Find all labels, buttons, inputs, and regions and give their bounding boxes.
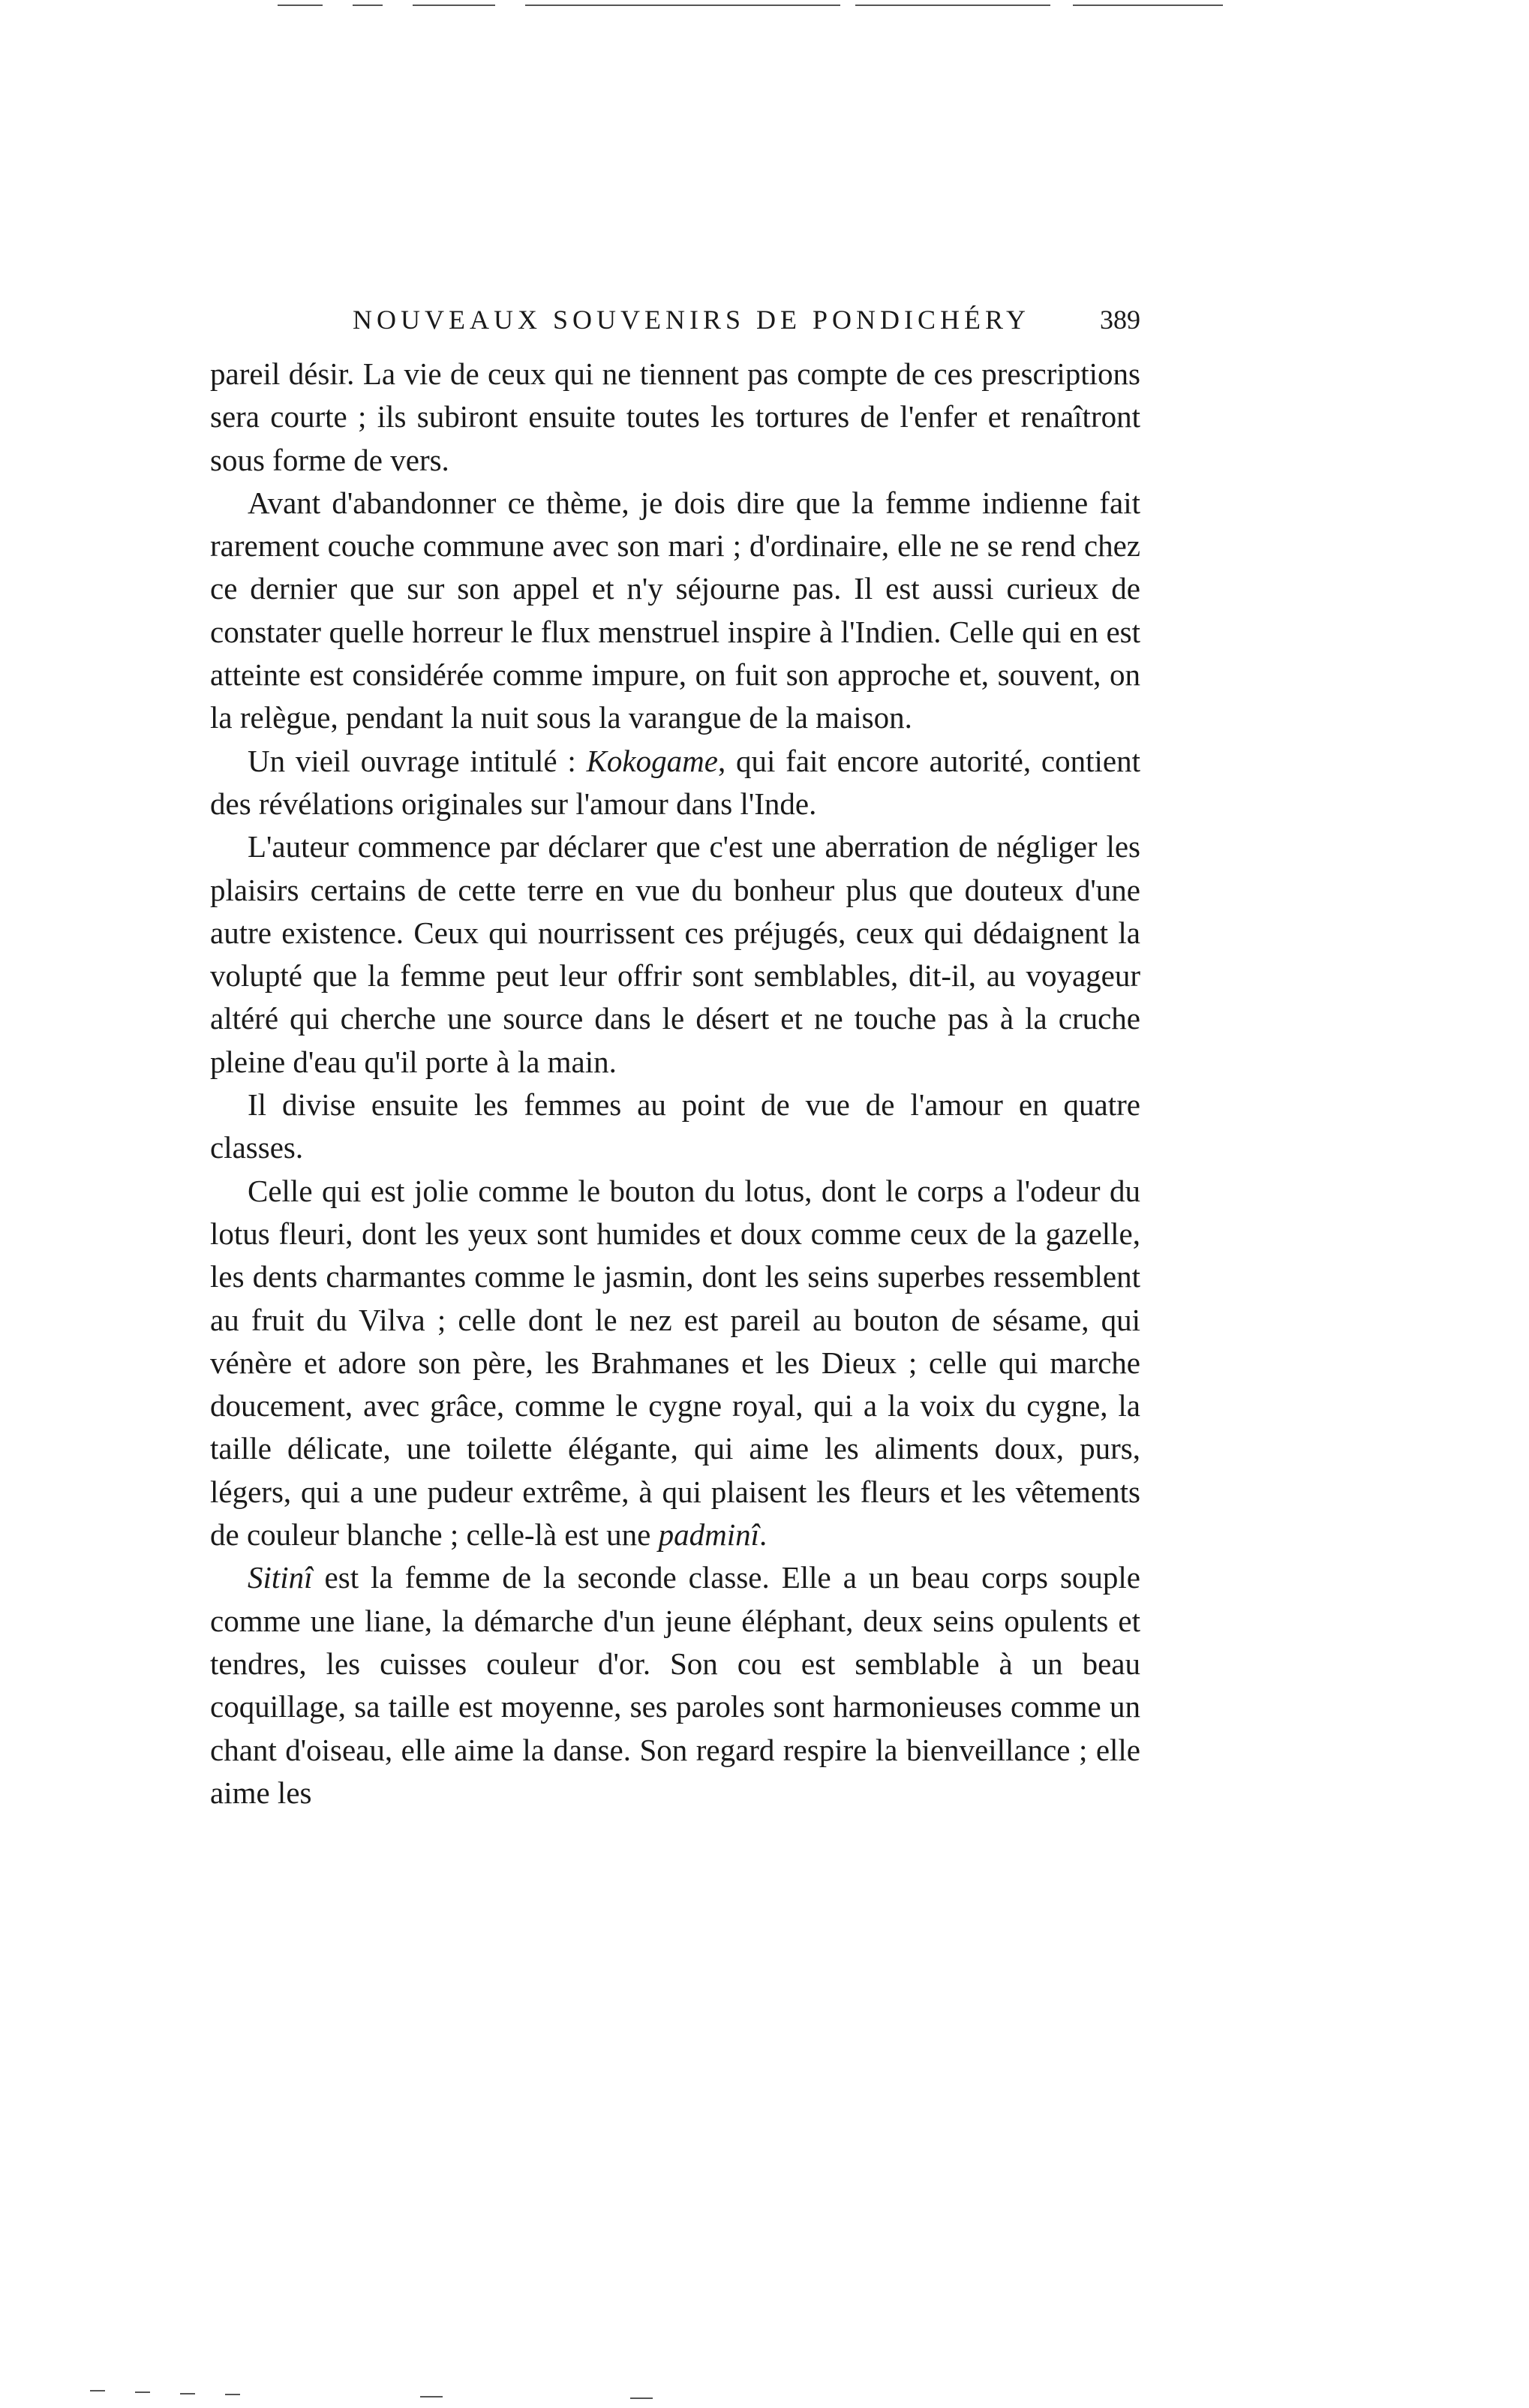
paragraph [210, 1556, 1140, 1814]
paragraph-text: , qui fait encore autorité, contient des révélations originales sur l'amour dans l'Inde. [210, 743, 1140, 821]
paragraph [210, 740, 1140, 826]
paragraph [210, 1170, 1140, 1557]
term-italic: Sitinî [248, 1560, 313, 1595]
running-header [210, 304, 1140, 349]
paragraph: Avant d'abandonner ce thème, je dois dire que la femme indienne fait rarement couche commune avec son mari ; d'ordinaire, elle ne se rend chez ce dernier que sur son appel et n'y séjourne pas. Il est aussi curieux de constater quelle horreur le flux menstruel inspire à l'Indien. Celle qui en est atteinte est considérée comme impure, on fuit son approche et, souvent, on la relègue, pendant la nuit sous la varangue de la maison. [210, 485, 1140, 735]
scan-artifact-line [630, 2397, 653, 2399]
book-title-italic: Kokogame [586, 743, 718, 778]
paragraph-text: Un vieil ouvrage intitulé : [248, 743, 587, 778]
scan-artifact-line [1073, 5, 1223, 6]
scan-artifact-line [180, 2393, 195, 2394]
paragraph-text: est la femme de la seconde classe. Elle a un beau corps souple comme une liane, la démarche d'un jeune éléphant, deux seins opulents et tendres, les cuisses couleur d'or. Son cou est semblable à un beau coquillage, sa taille est moyenne, ses paroles sont harmonieuses comme un chant d'oiseau, elle aime la danse. Son regard respire la bienveillance ; elle aime les [210, 1560, 1140, 1810]
scan-artifact-line [135, 2391, 150, 2393]
scan-artifact-line [413, 5, 495, 6]
paragraph-text: . [759, 1517, 768, 1553]
paragraph: Il divise ensuite les femmes au point de vue de l'amour en quatre classes. [210, 1087, 1140, 1165]
page-number: 389 [1100, 305, 1140, 335]
scan-artifact-line [855, 5, 1050, 6]
paragraph-text: Celle qui est jolie comme le bouton du lotus, dont le corps a l'odeur du lotus fleuri, dont les yeux sont humides et doux comme ceux de la gazelle, les dents charmantes comme le jasmin, dont les seins superbes ressemblent au fruit du Vilva ; celle dont le nez est pareil au bouton de sésame, qui vénère et adore son père, les Brahmanes et les Dieux ; celle qui marche doucement, avec grâce, comme le cygne royal, qui a la voix du cygne, la taille délicate, une toilette élégante, qui aime les aliments doux, purs, légers, qui a une pudeur extrême, à qui plaisent les fleurs et les vêtements de couleur blanche ; celle-là est une [210, 1173, 1140, 1553]
paragraph-continuation: pareil désir. La vie de ceux qui ne tiennent pas compte de ces prescriptions sera courte ; ils subiront ensuite toutes les tortures de l'enfer et renaîtront sous forme de vers. [210, 356, 1140, 477]
scan-artifact-line [90, 2390, 105, 2391]
term-italic: padminî [658, 1517, 760, 1553]
scan-artifact-line [225, 2394, 240, 2395]
paragraph: L'auteur commence par déclarer que c'est une aberration de négliger les plaisirs certains de cette terre en vue du bonheur plus que douteux d'une autre existence. Ceux qui nourrissent ces préjugés, ceux qui dédaignent la volupté que la femme peut leur offrir sont semblables, dit-il, au voyageur altéré qui cherche une source dans le désert et ne touche pas à la cruche pleine d'eau qu'il porte à la main. [210, 829, 1140, 1079]
scan-artifact-line [353, 5, 383, 6]
body-text [210, 353, 1140, 1814]
scan-artifact-line [420, 2396, 443, 2397]
scan-artifact-line [525, 5, 840, 6]
scan-artifact-line [278, 5, 323, 6]
running-title: NOUVEAUX SOUVENIRS DE PONDICHÉRY [353, 305, 1031, 335]
